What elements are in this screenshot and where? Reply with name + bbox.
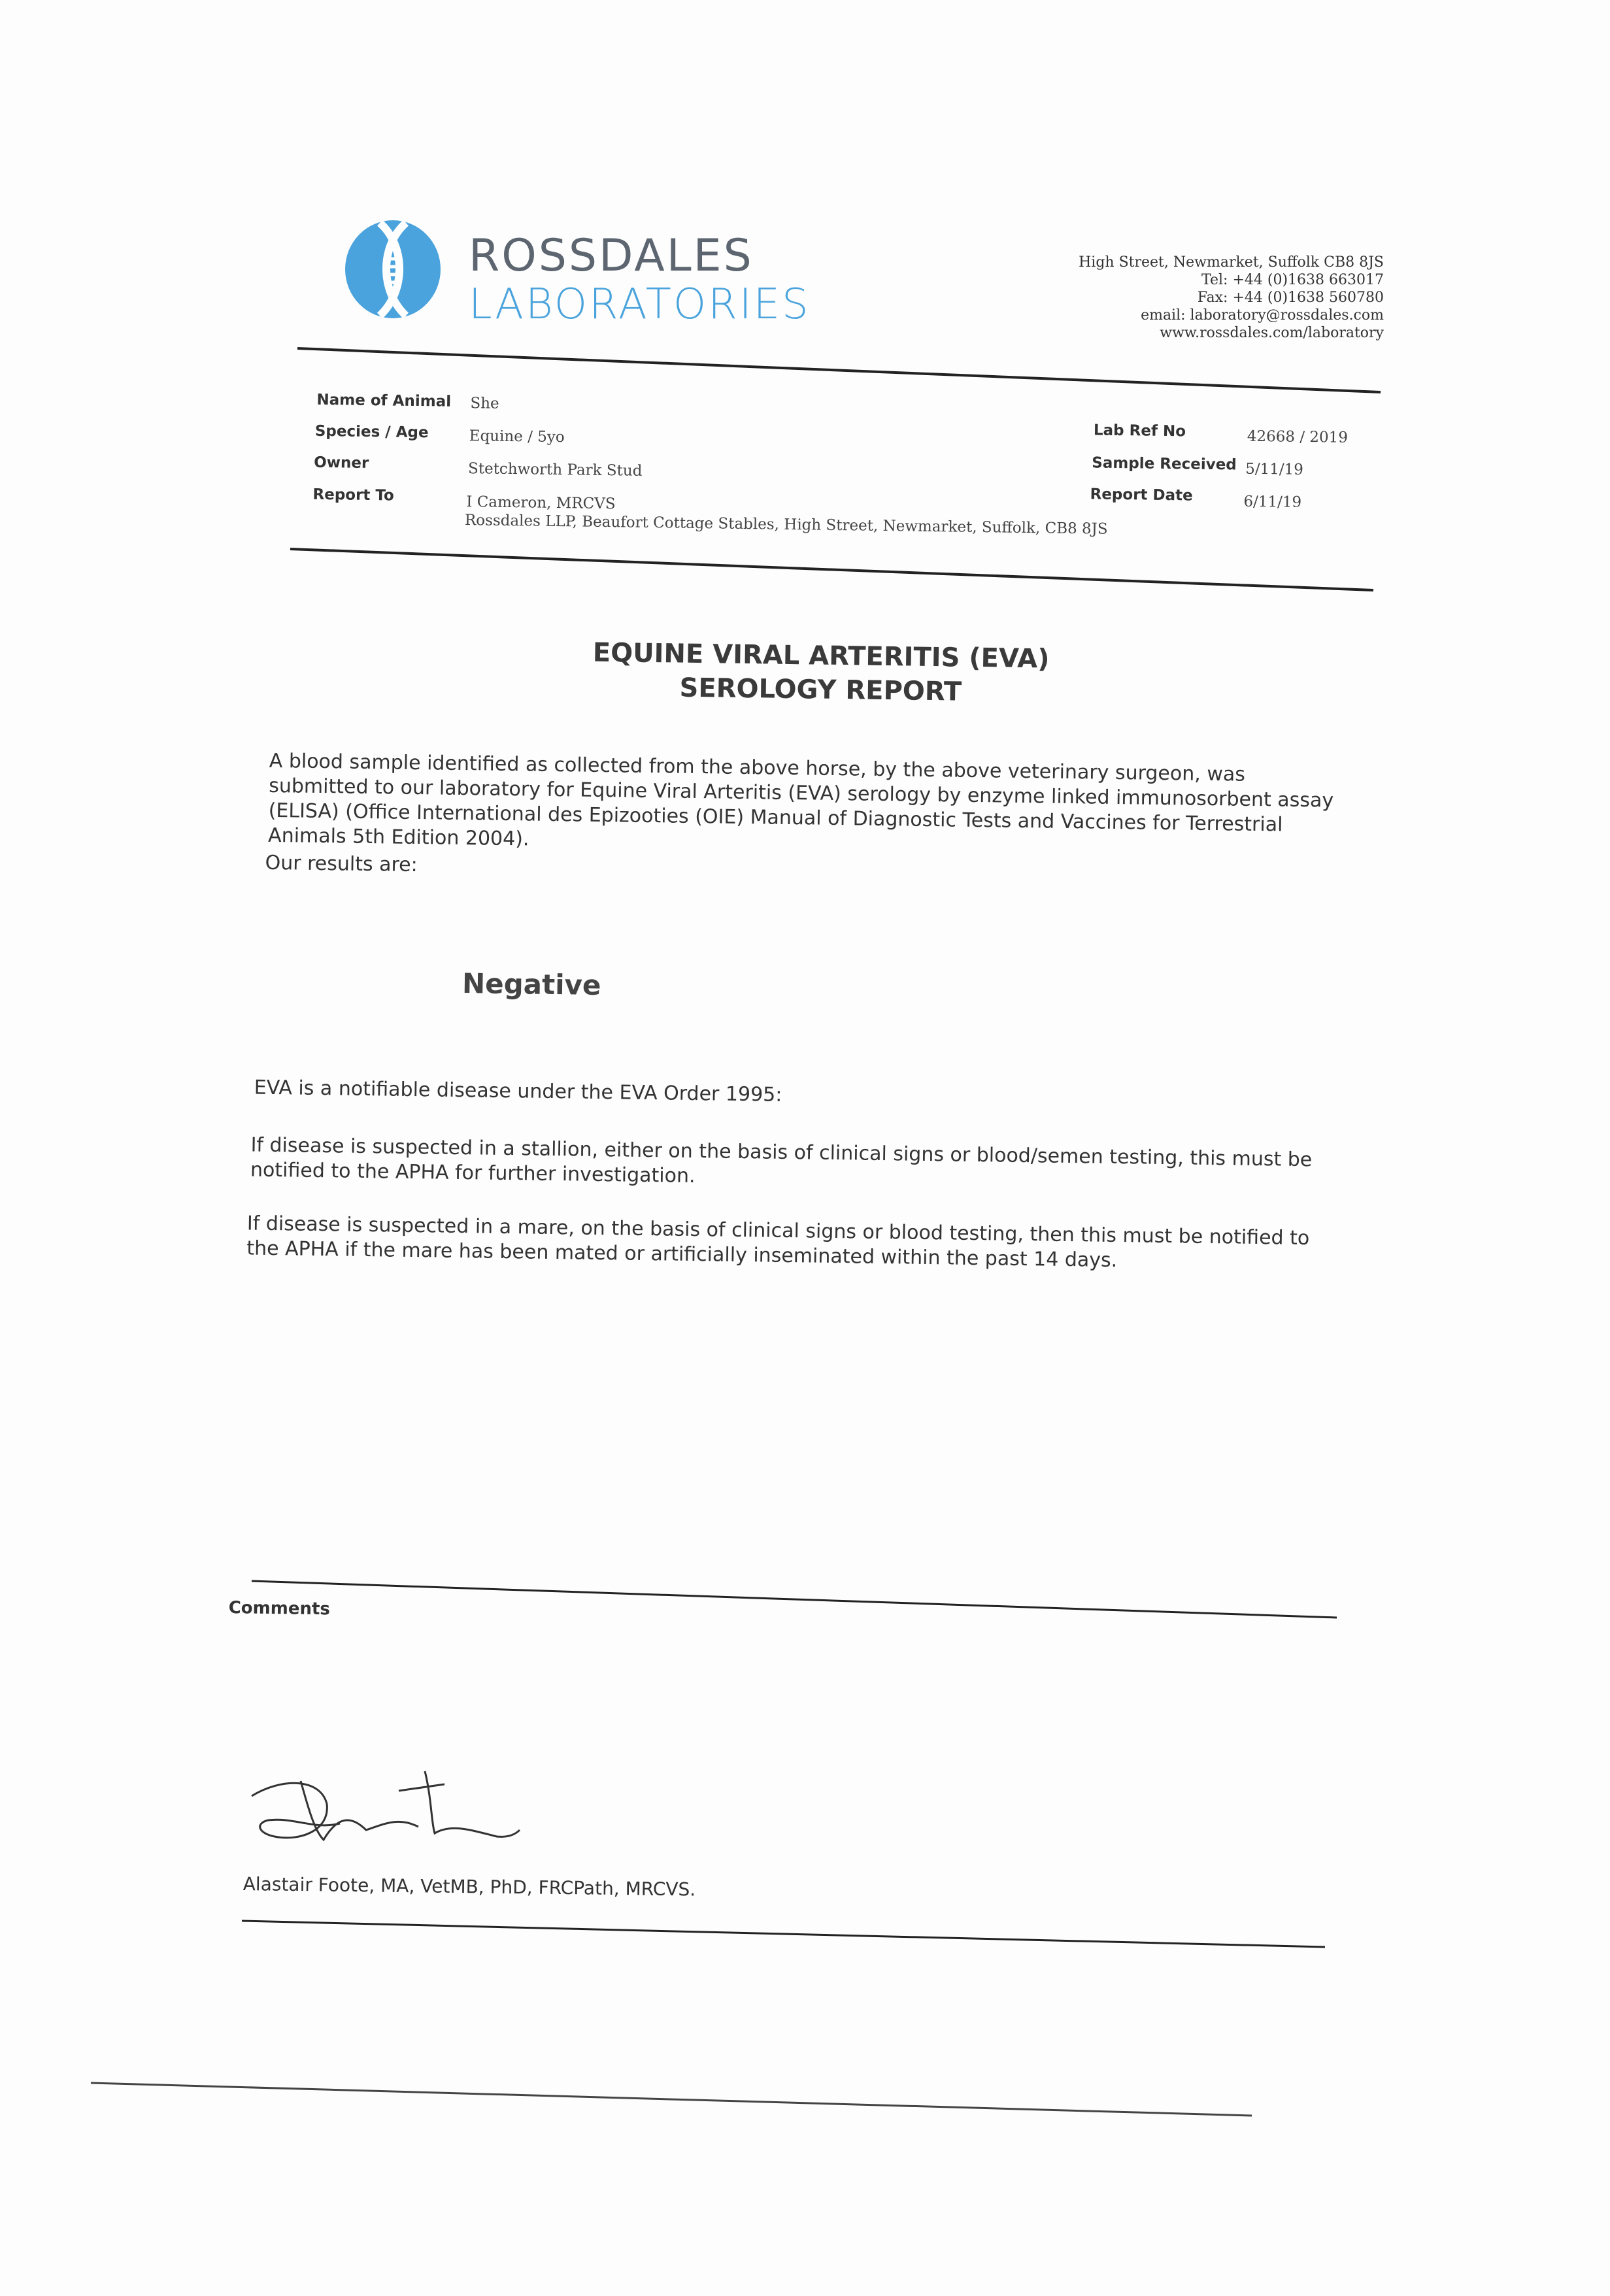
report-title bbox=[494, 635, 1148, 712]
report-to-value: I Cameron, MRCVS bbox=[466, 493, 616, 513]
lab-ref-label: Lab Ref No bbox=[1093, 422, 1186, 441]
result-value: Negative bbox=[461, 967, 601, 1001]
brand-subtitle: LABORATORIES bbox=[469, 280, 811, 329]
species-value: Equine / 5yo bbox=[469, 427, 565, 446]
stallion-paragraph: If disease is suspected in a stallion, either on the basis of clinical signs or blood/semen testing, this must be notified to the APHA for further investigation. bbox=[250, 1133, 1313, 1188]
results-label: Our results are: bbox=[265, 851, 418, 877]
report-date-value: 6/11/19 bbox=[1243, 493, 1302, 511]
intro-paragraph: A blood sample identified as collected from the above horse, by the above veterinary surgeon, was submitted to our laboratory for Equine Viral Arteritis (EVA) serology by enzyme linked immunosorbent assay (ELISA) (Office International des Epizooties (OIE) Manual of Diagnostic Tests and Vaccines for Terrestrial Animals 5th Edition 2004). bbox=[267, 749, 1334, 851]
signature-rule bbox=[242, 1921, 1325, 1947]
name-value: She bbox=[470, 395, 499, 412]
owner-value: Stetchworth Park Stud bbox=[467, 460, 643, 480]
mare-paragraph: If disease is suspected in a mare, on the basis of clinical signs or blood testing, then this must be notified to the APHA if the mare has been mated or artificially inseminated within the past 14 days. bbox=[246, 1212, 1310, 1273]
owner-label: Owner bbox=[313, 454, 369, 472]
sample-received-value: 5/11/19 bbox=[1245, 460, 1304, 478]
tel: Tel: +44 (0)1638 663017 bbox=[1201, 272, 1384, 288]
fax: Fax: +44 (0)1638 560780 bbox=[1197, 290, 1384, 306]
address-line: High Street, Newmarket, Suffolk CB8 8JS bbox=[1079, 254, 1384, 271]
notifiable-notice: EVA is a notifiable disease under the EVA Order 1995: bbox=[254, 1076, 782, 1106]
sample-received-label: Sample Received bbox=[1092, 454, 1237, 474]
footer-rule bbox=[91, 2083, 1252, 2116]
title-line-1: EQUINE VIRAL ARTERITIS (EVA) bbox=[592, 637, 1050, 674]
email: email: laboratory@rossdales.com bbox=[1141, 307, 1384, 324]
brand-name: ROSSDALES bbox=[469, 230, 754, 282]
signatory-name: Alastair Foote, MA, VetMB, PhD, FRCPath, MRCVS. bbox=[243, 1872, 696, 1901]
report-date-label: Report Date bbox=[1090, 486, 1193, 505]
lab-ref-value: 42668 / 2019 bbox=[1247, 427, 1349, 446]
report-to-address: Rossdales LLP, Beaufort Cottage Stables, High Street, Newmarket, Suffolk, CB8 8JS bbox=[464, 512, 1108, 538]
signature-icon bbox=[252, 1771, 520, 1840]
website: www.rossdales.com/laboratory bbox=[1160, 325, 1384, 341]
name-label: Name of Animal bbox=[316, 391, 452, 410]
comments-label: Comments bbox=[228, 1598, 331, 1620]
title-line-2: SEROLOGY REPORT bbox=[679, 673, 962, 707]
report-to-label: Report To bbox=[312, 486, 395, 505]
species-label: Species / Age bbox=[314, 422, 429, 442]
